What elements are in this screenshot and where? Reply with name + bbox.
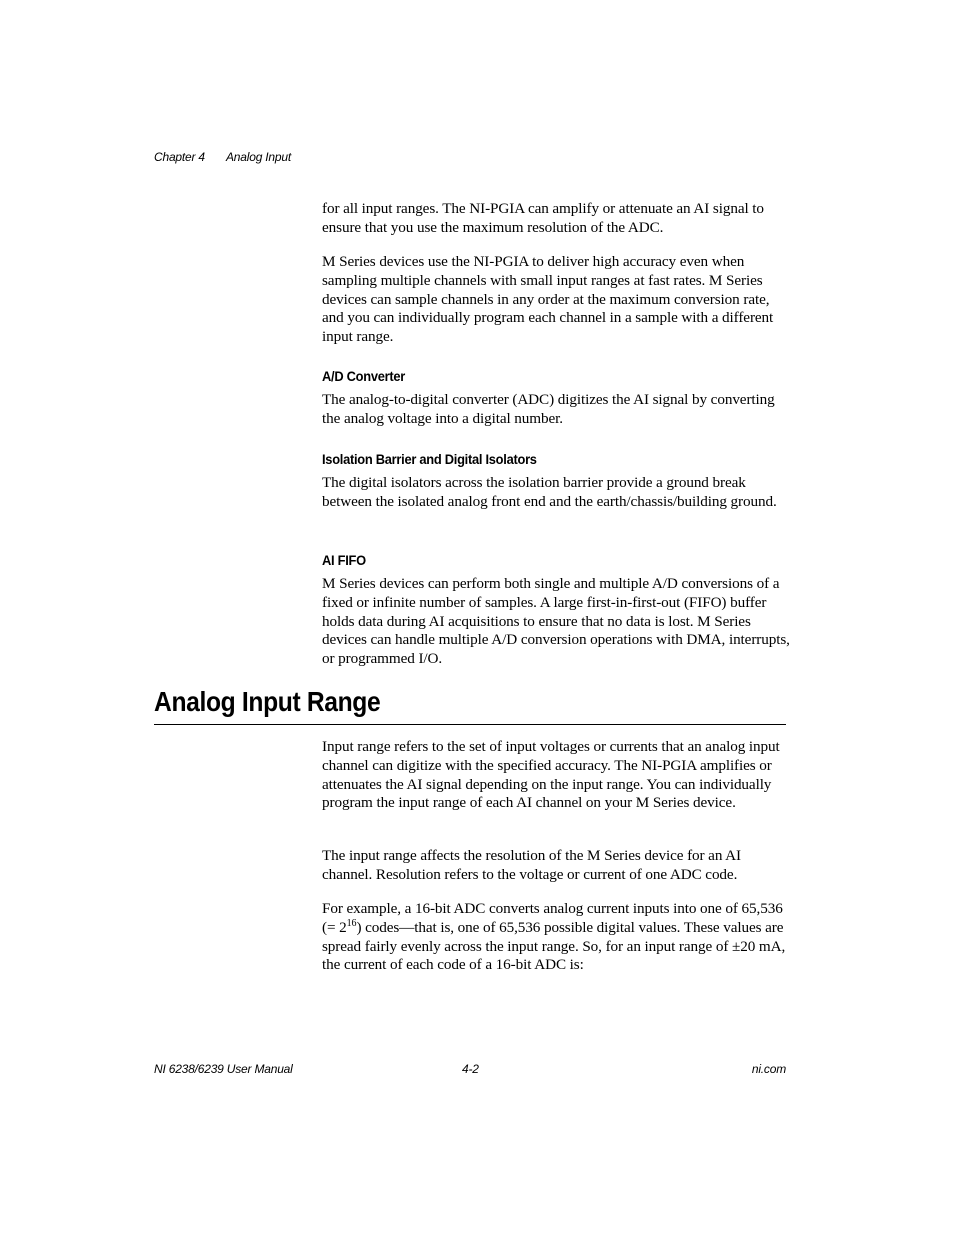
running-header: [154, 150, 291, 164]
section-label: Analog Input: [226, 150, 291, 164]
range-p3-start: For example, a 16-bit ADC converts analog current inputs into one of 65,536 (= 2: [322, 900, 783, 936]
exponent: 16: [346, 917, 357, 929]
section-title-rule: [154, 724, 786, 725]
range-paragraph-1: Input range refers to the set of input voltages or currents that an analog input channel can digitize with the specified accuracy. The NI-PGIA amplifies or attenuates the AI signal depending on the input range. You can individually program the input range of each AI channel on your M Series device.: [322, 738, 780, 812]
range-p3-end: ) codes—that is, one of 65,536 possible digital values. These values are spread fairly evenly across the input range. So, for an input range of ±20 mA, the current of each code of a 16-bit ADC is:: [322, 918, 786, 974]
footer-manual: NI 6238/6239 User Manual: [154, 1062, 293, 1076]
range-paragraph-3: [322, 900, 792, 975]
isolation-paragraph: The digital isolators across the isolation barrier provide a ground break between the isolated analog front end and the earth/chassis/building ground.: [322, 474, 777, 510]
isolation-heading: Isolation Barrier and Digital Isolators: [322, 451, 537, 467]
adc-paragraph: The analog-to-digital converter (ADC) digitizes the AI signal by converting the analog voltage into a digital number.: [322, 391, 775, 427]
intro-paragraph-1: for all input ranges. The NI-PGIA can amplify or attenuate an AI signal to ensure that you use the maximum resolution of the ADC.: [322, 200, 764, 236]
chapter-label: Chapter 4: [154, 150, 205, 164]
adc-heading: A/D Converter: [322, 368, 406, 384]
section-title: Analog Input Range: [154, 686, 381, 717]
fifo-paragraph: M Series devices can perform both single and multiple A/D conversions of a fixed or infinite number of samples. A large first-in-first-out (FIFO) buffer holds data during AI acquisitions to ensure that no data is lost. M Series devices can handle multiple A/D conversion operations with DMA, interrupts, or programmed I/O.: [322, 575, 790, 668]
footer-site: ni.com: [751, 1062, 786, 1076]
intro-paragraph-2: M Series devices use the NI-PGIA to deliver high accuracy even when sampling multiple channels with small input ranges at fast rates. M Series devices can sample channels in any order at the maximum conversion rate, and you can individually program each channel in a sample with a different input range.: [322, 253, 774, 346]
fifo-heading: AI FIFO: [322, 552, 366, 568]
footer-page-number: 4-2: [462, 1062, 479, 1076]
range-paragraph-2: The input range affects the resolution of the M Series device for an AI channel. Resolution refers to the voltage or current of one ADC code.: [322, 847, 741, 883]
